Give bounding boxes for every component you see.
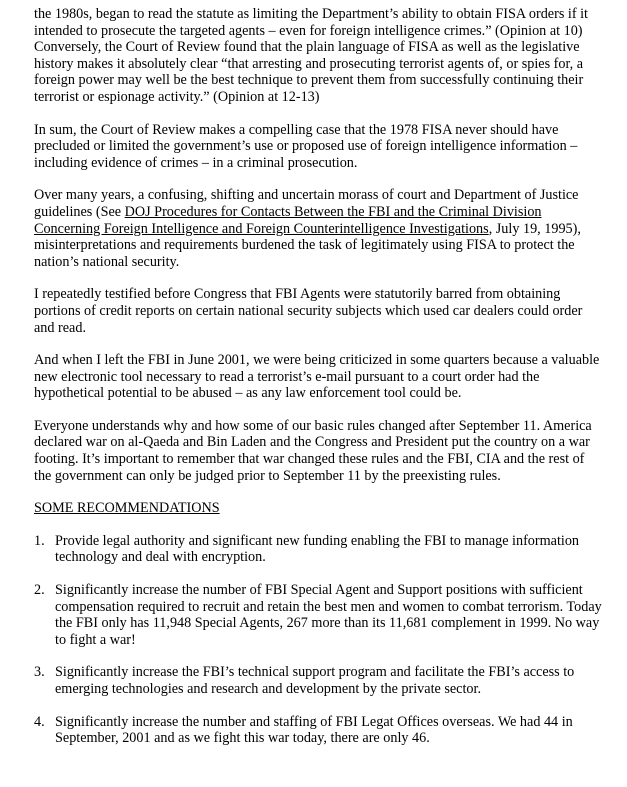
list-item-text: Significantly increase the number and staffing of FBI Legat Offices overseas. We had 44 in September, 2001 and as we fight this war today, there are only 46. bbox=[55, 713, 573, 747]
list-item bbox=[34, 533, 602, 566]
list-item-number: 3. bbox=[34, 664, 45, 681]
paragraph-testimony: I repeatedly testified before Congress that FBI Agents were statutorily barred from obtaining portions of credit reports on certain national security subjects which used car dealers could order and read. bbox=[34, 286, 583, 336]
paragraph-left-fbi: And when I left the FBI in June 2001, we were being criticized in some quarters because a valuable new electronic tool necessary to read a terrorist’s e-mail pursuant to a court order had the hypothetical potential to be abused – as any law enforcement tool could be. bbox=[34, 352, 600, 402]
recommendations-heading: SOME RECOMMENDATIONS bbox=[34, 500, 220, 517]
list-item-text: Significantly increase the number of FBI Special Agent and Support positions with sufficient compensation required to recruit and retain the best men and women to combat terrorism. Today the FBI only has 11,948 Special Agents, 267 more than its 11,681 complement in 1999. No way to fight a war! bbox=[55, 582, 602, 648]
document-page bbox=[34, 6, 602, 763]
list-item-number: 1. bbox=[34, 532, 45, 549]
paragraph-opinion-quote: the 1980s, began to read the statute as limiting the Department’s ability to obtain FISA orders if it intended to prosecute the targeted agents – even for foreign intelligence crimes.” (Opinion at 10) Conversely, the Court of Review found that the plain language of FISA as well as the legislative history makes it absolutely clear “that arresting and prosecuting terrorist agents of, or spies for, a foreign power may well be the best technique to prevent them from successfully continuing their terrorist or espionage activity.” (Opinion at 12-13) bbox=[34, 6, 588, 105]
paragraph-in-sum: In sum, the Court of Review makes a compelling case that the 1978 FISA never should have precluded or limited the government’s use or proposed use of foreign intelligence information – including evidence of crimes – in a criminal prosecution. bbox=[34, 121, 578, 171]
list-item bbox=[34, 582, 602, 648]
list-item-text: Significantly increase the FBI’s technical support program and facilitate the FBI’s access to emerging technologies and research and development by the private sector. bbox=[55, 664, 575, 697]
paragraph-guidelines-before: Over many years, a confusing, shifting and uncertain morass of court and Department of Justice guidelines (See bbox=[34, 187, 579, 220]
paragraph-guidelines-after: , July 19, 1995), misinterpretations and requirements burdened the task of legitimately using FISA to protect the nation’s national security. bbox=[34, 220, 581, 270]
list-item-number: 4. bbox=[34, 713, 45, 730]
list-item bbox=[34, 714, 602, 747]
list-item bbox=[34, 664, 602, 697]
paragraph-september-11: Everyone understands why and how some of our basic rules changed after September 11. America declared war on al-Qaeda and Bin Laden and the Congress and President put the country on a war footing. It’s important to remember that war changed these rules and the FBI, CIA and the rest of the government can only be judged prior to September 11 by the preexisting rules. bbox=[34, 417, 592, 484]
list-item-number: 2. bbox=[34, 582, 45, 599]
paragraph-guidelines bbox=[34, 187, 602, 270]
doj-procedures-link[interactable]: DOJ Procedures for Contacts Between the FBI and the Criminal Division Concerning Foreign Intelligence and Foreign Counterintelligence Investigations bbox=[34, 203, 542, 237]
recommendations-list bbox=[34, 533, 602, 747]
list-item-text: Provide legal authority and significant new funding enabling the FBI to manage information technology and deal with encryption. bbox=[55, 532, 580, 566]
